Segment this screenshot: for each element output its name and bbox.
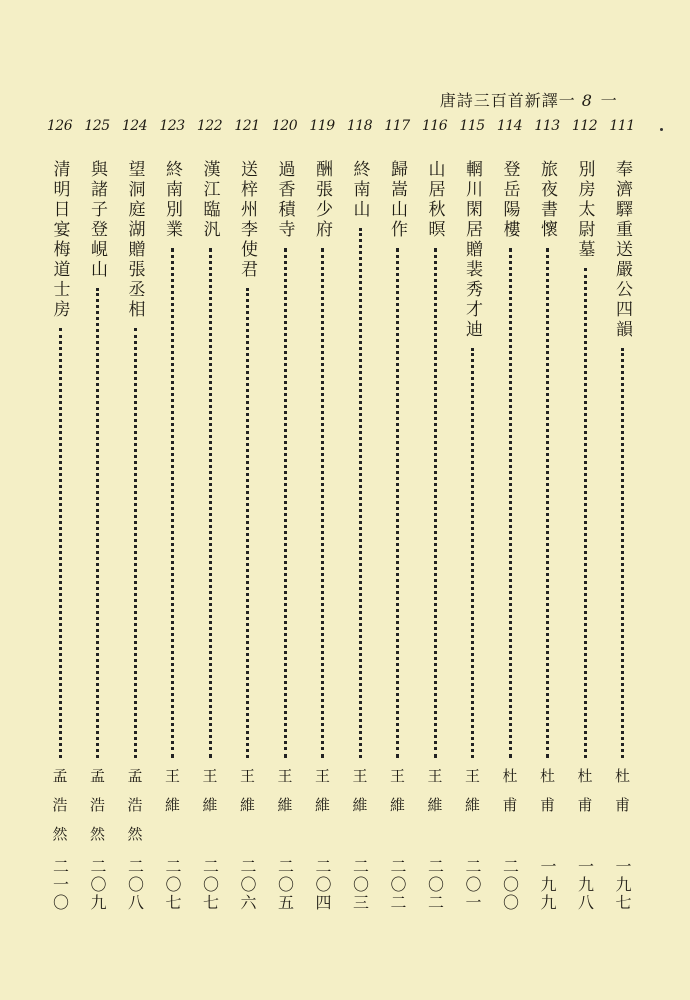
toc-entry[interactable] — [604, 118, 640, 918]
entry-page: 一九七 — [613, 858, 632, 912]
dot-leader — [471, 348, 474, 758]
entry-number: 116 — [421, 118, 448, 134]
entry-title: 歸嵩山作 — [387, 160, 407, 240]
toc-entry[interactable] — [42, 118, 78, 918]
entry-page: 二〇五 — [275, 858, 295, 912]
entry-title: 旅夜書懷 — [537, 160, 557, 240]
dot-leader — [359, 228, 362, 758]
toc-entry[interactable] — [192, 118, 228, 918]
entry-number: 125 — [84, 118, 110, 134]
dot-leader — [59, 328, 62, 758]
entry-number: 113 — [534, 118, 560, 134]
entry-number: 120 — [271, 118, 298, 134]
entry-title: 登岳陽樓 — [499, 160, 520, 240]
dot-leader — [396, 248, 399, 758]
entry-author: 王維 — [350, 768, 369, 826]
entry-title: 送梓州李使君 — [237, 160, 257, 280]
entry-title: 山居秋暝 — [424, 160, 445, 240]
page-number: 8 一 — [581, 91, 616, 110]
entry-author: 孟浩然 — [50, 768, 69, 855]
entry-title: 終南山 — [349, 160, 370, 220]
entry-page: 二〇九 — [88, 858, 107, 912]
entry-author: 王維 — [388, 768, 406, 826]
entry-title: 輞川閑居贈裴秀才迪 — [462, 160, 482, 340]
entry-page: 二〇七 — [163, 858, 182, 912]
dot-leader — [209, 248, 212, 758]
entry-page: 二一〇 — [50, 858, 70, 912]
entry-title: 別房太尉墓 — [574, 160, 595, 260]
entry-page: 二〇二 — [425, 858, 445, 912]
entry-number: 111 — [609, 118, 635, 134]
entry-title: 過香積寺 — [274, 160, 295, 240]
entry-title: 奉濟驛重送嚴公四韻 — [612, 160, 632, 340]
entry-author: 王維 — [463, 768, 481, 826]
toc-entry[interactable] — [379, 118, 415, 918]
entry-title: 酬張少府 — [312, 160, 332, 240]
entry-author: 王維 — [163, 768, 181, 826]
entry-number: 119 — [309, 118, 335, 134]
entry-page: 二〇七 — [200, 858, 220, 912]
entry-page: 二〇二 — [388, 858, 407, 912]
toc-entry[interactable] — [154, 118, 190, 918]
entry-title: 與諸子登峴山 — [87, 160, 107, 280]
dot-leader — [546, 248, 549, 758]
toc-entry[interactable] — [342, 118, 378, 918]
entry-author: 杜甫 — [500, 768, 519, 826]
entry-number: 115 — [459, 118, 485, 134]
dot-leader — [171, 248, 174, 758]
toc-entry[interactable] — [454, 118, 490, 918]
dot-leader — [509, 248, 512, 758]
entry-page: 二〇三 — [350, 858, 370, 912]
toc-entry[interactable] — [417, 118, 453, 918]
toc-entry[interactable] — [492, 118, 528, 918]
entry-page: 二〇一 — [463, 858, 482, 912]
entry-page: 二〇六 — [238, 858, 257, 912]
dot-leader — [96, 288, 99, 758]
entry-author: 杜甫 — [613, 768, 631, 826]
running-header — [440, 88, 616, 111]
entry-title: 望洞庭湖贈張丞相 — [124, 160, 145, 320]
entry-number: 126 — [46, 118, 73, 134]
entry-author: 杜甫 — [575, 768, 594, 826]
dot-leader — [134, 328, 137, 758]
entry-number: 121 — [234, 118, 260, 134]
entry-number: 122 — [196, 118, 223, 134]
book-title: 唐詩三百首新譯一 — [439, 91, 576, 110]
entry-number: 112 — [571, 118, 598, 134]
entry-author: 王維 — [200, 768, 219, 826]
entry-number: 124 — [121, 118, 148, 134]
entry-author: 孟浩然 — [88, 768, 106, 855]
toc-entry[interactable] — [529, 118, 565, 918]
dot-leader — [321, 248, 324, 758]
dot-leader — [284, 248, 287, 758]
dot-leader — [584, 268, 587, 758]
entry-number: 118 — [346, 118, 373, 134]
dot-leader — [434, 248, 437, 758]
entry-page: 二〇八 — [125, 858, 145, 912]
entry-page: 二〇四 — [313, 858, 332, 912]
entry-author: 孟浩然 — [125, 768, 144, 855]
entry-author: 王維 — [313, 768, 331, 826]
toc-entry[interactable] — [79, 118, 115, 918]
entry-title: 漢江臨汎 — [199, 160, 220, 240]
entry-title: 清明日宴梅道士房 — [49, 160, 70, 320]
entry-page: 一九八 — [575, 858, 595, 912]
toc-entry[interactable] — [567, 118, 603, 918]
entry-author: 杜甫 — [538, 768, 556, 826]
toc-entry[interactable] — [117, 118, 153, 918]
entry-page: 一九九 — [538, 858, 557, 912]
entry-title: 終南別業 — [162, 160, 182, 240]
entry-author: 王維 — [275, 768, 294, 826]
dot-leader — [621, 348, 624, 758]
entry-number: 123 — [159, 118, 185, 134]
toc-entry[interactable] — [229, 118, 265, 918]
toc-entry[interactable] — [304, 118, 340, 918]
toc-entry[interactable] — [267, 118, 303, 918]
entry-author: 王維 — [238, 768, 256, 826]
entry-number: 117 — [384, 118, 410, 134]
entry-number: 114 — [496, 118, 523, 134]
entry-page: 二〇〇 — [500, 858, 520, 912]
entry-author: 王維 — [425, 768, 444, 826]
print-speck — [660, 128, 663, 131]
dot-leader — [246, 288, 249, 758]
